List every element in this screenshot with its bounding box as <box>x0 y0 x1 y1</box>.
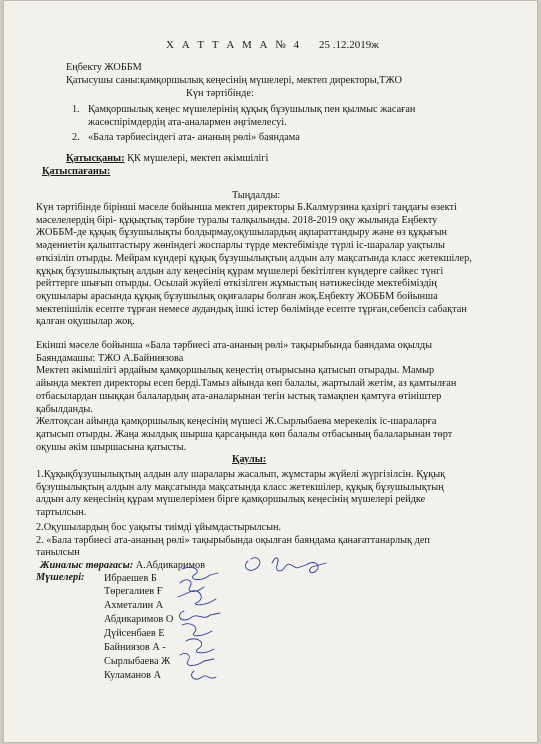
agenda-item-text: Қамқоршылық кеңес мүшелерінің құқық бұзушылық пен қылмыс жасаған <box>88 104 416 115</box>
member-name: Төрегалиев Ғ <box>104 586 163 597</box>
document-date: 25 .12.2019ж <box>319 39 379 51</box>
member-name: Куламанов А <box>104 670 162 681</box>
attended-line <box>66 152 268 165</box>
member-name: Абдикаримов О <box>104 614 174 625</box>
attended-value: ҚК мүшелері, мектеп әкімшілігі <box>124 153 269 164</box>
text-line: ЖОББМ-де құқық бұзушылықты болдырмау,оқушылардың ақпараттандыру және өз құқығын <box>36 227 448 239</box>
text-line: мектепішілік есепте тұрған немесе аудандық ішкі істер бөлімінде есепте тұрған,себепсіз сабақтан <box>36 303 467 315</box>
decided-paragraph <box>36 469 516 560</box>
text-line: Желтоқсан айында қамқоршылық кеңесінің мүшесі Ж.Сырлыбаева мерекелік іс-шараларға <box>36 416 437 428</box>
text-line: Мектеп әкімшілігі әрдайым қамқоршылық кеңестің отырысына қатысып отырады. Мамыр <box>36 365 435 377</box>
text-line: бұзушылықтың алдын алу мақсатында мақсатында класс жетекшілер, құқық бұзушылықтың <box>36 481 444 493</box>
text-line: 1.Құқықбұзушылықтың алдын алу шаралары жасалып, жұмстары жүйелі жүргізілсін. Құқық <box>36 469 446 480</box>
chairman-name: А.Абдикаримов <box>133 560 206 571</box>
chairman-signature <box>236 549 366 583</box>
member-name: Сырлыбаева Ж <box>104 656 171 667</box>
text-line: оқушылары арасында құқық бұзушылық оқиғалары болған жоқ.Еңбекту ЖОББМ бойынша <box>36 290 438 302</box>
agenda-number: 2. <box>72 132 80 143</box>
text-line: рейттерге шығып отырды. Осылай жүйелі өткізілген жұмыстың нәтижесінде мектебіміздің <box>36 278 437 290</box>
chairman-label: Жиналыс төрағасы: <box>40 560 134 571</box>
member-name: Дүйсенбаев Е <box>104 628 165 639</box>
absent-label: Қатыспағаны: <box>42 166 111 177</box>
text-line: 2.Оқушылардың бос уақыты тиімді ұйымдастырылсын. <box>36 521 282 533</box>
text-line: мәселелердің бірі- құқықтық тәрбие туралы талқылынды. 2018-2019 оқу жылында Еңбекту <box>36 214 438 226</box>
text-line: алдын алу кеңесінің құрам мүшелерімен бірге қамқоршылық кеңесінің мүшелері рейдке <box>36 494 426 506</box>
text-line: тартылсын. <box>36 507 87 519</box>
text-line: құқық бұзушылықтың алдын алу кеңесінің құрам мүшелері бекітілген күндерге сәйкес түнгі <box>36 265 444 277</box>
member-name: Ибраешев Б <box>104 573 157 584</box>
participants-count: Қатысушы саны:қамқоршылық кеңесінің мүшелері, мектеп директоры,ТЖО <box>66 75 402 86</box>
text-line: қабылданды. <box>36 403 93 415</box>
member-name: Байниязов А - <box>104 642 166 653</box>
second-issue-paragraph <box>36 340 516 454</box>
heard-heading: Тыңдалды: <box>232 190 281 201</box>
member-name: Ахметалин А <box>104 600 164 611</box>
agenda-item-text: «Бала тәрбиесіндегі ата- ананың рөлі» баяндама <box>88 132 300 143</box>
document-page <box>4 1 537 742</box>
school-name: Еңбекту ЖОББМ <box>66 62 142 73</box>
text-line: танылсын <box>36 547 80 559</box>
member-signatures <box>164 563 234 693</box>
text-line: Екінші мәселе бойынша «Бала тәрбиесі ата-ананың рөлі» тақырыбында баяндама оқылды <box>36 340 433 351</box>
decided-heading: Қаулы: <box>232 454 267 465</box>
text-line: 2. «Бала тәрбиесі ата-ананың рөлі» тақырыбында оқылған баяндама қанағаттанарлық деп <box>36 534 430 546</box>
agenda-number: 1. <box>72 104 80 115</box>
text-line: мәдениетін қалыптастыру жөніндегі жоспарлы түрде мектебімізде түрлі іс-шаралар уақтылы <box>36 240 445 252</box>
text-line: Күн тәртібінде бірінші мәселе бойынша мектеп директоры Б.Калмурзина қазіргі таңдағы өзекті <box>36 202 457 213</box>
text-line: өткізіліп отырды. Мейрам күндері құқық бұзушылықтың алдын алу мақсатында класс жетекшілер, <box>36 252 472 264</box>
text-line: отбасылардан шыққан балалардың ата-аналарынан тегін ыстық тамақпен қамтуға өтініштер <box>36 390 442 402</box>
heard-paragraph <box>36 202 516 329</box>
text-line: қатысып отырды. Жаңа жылдық шырша қарсаңында көп балалы отбасының балаларынан төрт <box>36 428 453 440</box>
members-label: Мүшелері: <box>36 572 85 583</box>
text-line: айында мектеп директоры есеп берді.Тамыз айында көп балалы, жартылай жетім, аз қамтылған <box>36 378 457 390</box>
agenda-item-text: жасөспірімдердің ата-аналармен әңгімелесуі. <box>88 117 287 128</box>
text-line: қалған оқушылар жоқ. <box>36 316 135 328</box>
document-title: Х А Т Т А М А № 4 <box>166 39 302 51</box>
text-line: оқушы әкім шыршасына қатысты. <box>36 441 187 453</box>
attended-label: Қатысқаны: <box>66 153 125 164</box>
agenda-heading: Күн тәртібінде: <box>186 88 254 99</box>
text-line: Баяндамашы: ТЖО А.Байниязова <box>36 352 184 364</box>
